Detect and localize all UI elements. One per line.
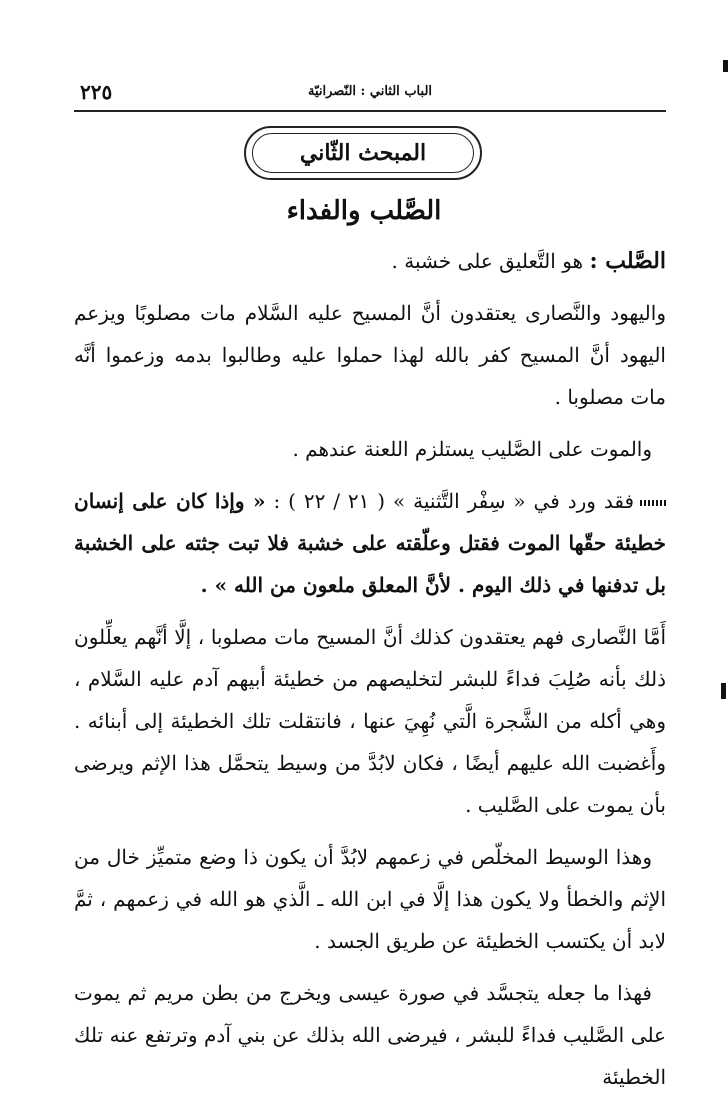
quote-text: « وإذا كان على إنسان خطيئة حقّها الموت فقتل وعلّقته على خشبة فلا تبت جثته على الخشبة بل تدفنها في ذلك اليوم . لأنَّ المعلق ملعون من الله » . bbox=[74, 489, 666, 597]
paragraph-deuteronomy-quote bbox=[74, 480, 666, 606]
section-heading-inner-frame bbox=[252, 133, 474, 173]
defined-term: الصَّلب : bbox=[589, 248, 666, 274]
running-header bbox=[74, 78, 666, 108]
body-text bbox=[74, 240, 666, 1108]
ornament-bullet-icon bbox=[640, 500, 666, 506]
scan-edge-mark bbox=[723, 60, 728, 72]
scan-edge-mark bbox=[721, 683, 726, 699]
paragraph-incarnation: فهذا ما جعله يتجسَّد في صورة عيسى ويخرج من بطن مريم ثم يموت على الصَّليب فداءً للبشر ، فيرضى الله بذلك عن بني آدم وترتفع عنه تلك الخطيئة bbox=[74, 981, 666, 1089]
quote-intro: فقد ورد في « سِفْر التَّثنية » ( ٢١ / ٢٢ ) : bbox=[265, 489, 635, 513]
page-number: ٢٢٥ bbox=[80, 80, 113, 104]
paragraph-definition bbox=[74, 240, 666, 282]
paragraph-mediator: وهذا الوسيط المخلّص في زعمهم لابُدَّ أن يكون ذا وضع متميِّز خال من الإثم والخطأ ولا يكون هذا إلَّا في ابن الله ـ الَّذي هو الله في زعمهم ، ثمَّ لابد أن يكتسب الخطيئة عن طريق الجسد . bbox=[74, 845, 666, 953]
paragraph-death-on-cross: والموت على الصَّليب يستلزم اللعنة عندهم . bbox=[292, 437, 652, 461]
paragraph-christian-belief: أَمَّا النَّصارى فهم يعتقدون كذلك أنَّ المسيح مات مصلوبا ، إلَّا أنَّهم يعلِّلون ذلك بأنه صُلِبَ فداءً للبشر لتخليصهم من خطيئة أبيهم آدم عليه السَّلام ، وهي أكله من الشَّجرة الَّتي نُهِيَ عنها ، فانتقلت تلك الخطيئة إلى أبنائه . وأَغضبت الله عليهم أيضًا ، فكان لابُدَّ من وسيط يتحمَّل هذا الإثم ويرضى بأن يموت على الصَّليب . bbox=[74, 625, 666, 817]
section-heading: المبحث الثّاني bbox=[299, 140, 427, 166]
section-heading-frame bbox=[244, 126, 482, 180]
running-title: الباب الثاني : النّصرانيّة bbox=[307, 84, 433, 99]
header-divider bbox=[74, 110, 666, 112]
subheading: الصَّلب والفداء bbox=[286, 196, 442, 226]
definition-text: هو التَّعليق على خشبة . bbox=[391, 249, 590, 273]
paragraph-jews-christians: واليهود والنَّصارى يعتقدون أنَّ المسيح عليه السَّلام مات مصلوبًا ويزعم اليهود أنَّ المسيح كفر بالله لهذا حملوا عليه وطالبوا بدمه وزعموا أنَّه مات مصلوبا . bbox=[74, 301, 666, 409]
